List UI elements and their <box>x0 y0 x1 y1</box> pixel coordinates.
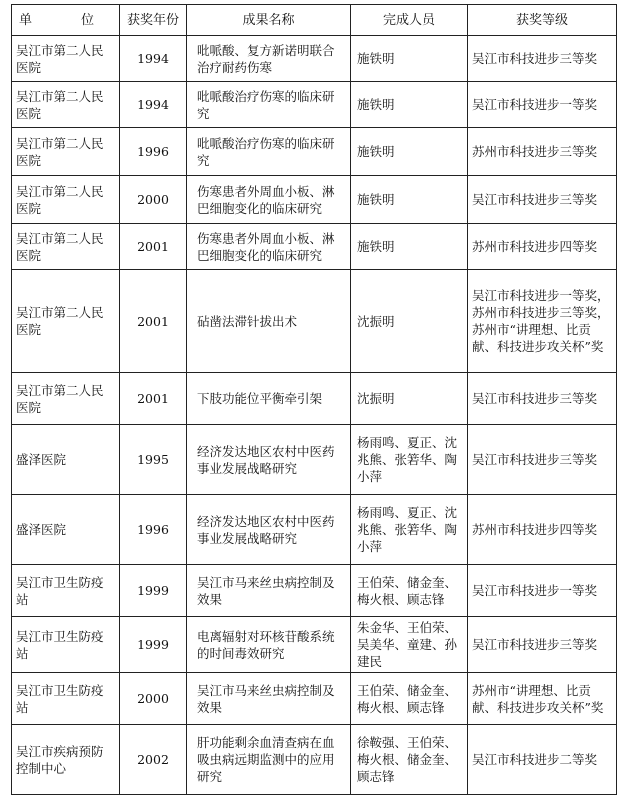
cell-year: 2000 <box>120 176 187 224</box>
cell-level: 吴江市科技进步一等奖 <box>468 565 617 617</box>
cell-people: 杨雨鸣、夏正、沈兆熊、张箬华、陶小萍 <box>351 495 468 565</box>
cell-unit: 吴江市第二人民医院 <box>12 82 120 128</box>
cell-name: 吴江市马来丝虫病控制及效果 <box>187 673 351 725</box>
cell-unit: 吴江市卫生防疫站 <box>12 673 120 725</box>
cell-unit: 吴江市疾病预防控制中心 <box>12 725 120 795</box>
cell-unit: 吴江市第二人民医院 <box>12 224 120 270</box>
table-row <box>12 270 617 373</box>
cell-year: 1999 <box>120 617 187 673</box>
cell-level: 苏州市科技进步四等奖 <box>468 495 617 565</box>
cell-people: 施铁明 <box>351 224 468 270</box>
cell-level: 吴江市科技进步二等奖 <box>468 725 617 795</box>
awards-table <box>11 4 617 795</box>
cell-name: 吡哌酸治疗伤寒的临床研究 <box>187 128 351 176</box>
table-row <box>12 565 617 617</box>
cell-year: 2001 <box>120 270 187 373</box>
cell-level: 吴江市科技进步三等奖 <box>468 617 617 673</box>
cell-people: 沈振明 <box>351 270 468 373</box>
table-row <box>12 128 617 176</box>
cell-people: 施铁明 <box>351 176 468 224</box>
cell-people: 朱金华、王伯荣、吴美华、童建、孙建民 <box>351 617 468 673</box>
table-row <box>12 82 617 128</box>
header-year: 获奖年份 <box>120 5 187 36</box>
cell-name: 经济发达地区农村中医药事业发展战略研究 <box>187 495 351 565</box>
cell-level: 吴江市科技进步三等奖 <box>468 36 617 82</box>
cell-year: 1994 <box>120 36 187 82</box>
table-row <box>12 617 617 673</box>
header-name: 成果名称 <box>187 5 351 36</box>
cell-year: 2001 <box>120 224 187 270</box>
cell-unit: 吴江市第二人民医院 <box>12 128 120 176</box>
cell-year: 2002 <box>120 725 187 795</box>
cell-people: 徐鞍强、王伯荣、梅火根、储金奎、顾志锋 <box>351 725 468 795</box>
cell-level: 吴江市科技进步三等奖 <box>468 373 617 425</box>
cell-name: 肝功能剩余血清查病在血吸虫病远期监测中的应用研究 <box>187 725 351 795</box>
cell-year: 1995 <box>120 425 187 495</box>
table-row <box>12 673 617 725</box>
cell-level: 苏州市“讲理想、比贡献、科技进步攻关杯”奖 <box>468 673 617 725</box>
cell-people: 施铁明 <box>351 128 468 176</box>
cell-name: 经济发达地区农村中医药事业发展战略研究 <box>187 425 351 495</box>
cell-year: 2001 <box>120 373 187 425</box>
cell-unit: 吴江市第二人民医院 <box>12 373 120 425</box>
cell-level: 苏州市科技进步三等奖 <box>468 128 617 176</box>
cell-unit: 吴江市卫生防疫站 <box>12 617 120 673</box>
cell-name: 电离辐射对环核苷酸系统的时间毒效研究 <box>187 617 351 673</box>
cell-people: 施铁明 <box>351 36 468 82</box>
cell-name: 下肢功能位平衡牵引架 <box>187 373 351 425</box>
table-row <box>12 373 617 425</box>
header-row <box>12 5 617 36</box>
cell-name: 吡哌酸治疗伤寒的临床研究 <box>187 82 351 128</box>
cell-level: 吴江市科技进步三等奖 <box>468 425 617 495</box>
cell-name: 砧凿法滞针拔出术 <box>187 270 351 373</box>
cell-level: 吴江市科技进步三等奖 <box>468 176 617 224</box>
cell-unit: 吴江市第二人民医院 <box>12 270 120 373</box>
cell-level: 吴江市科技进步一等奖，苏州市科技进步三等奖，苏州市“讲理想、比贡献、科技进步攻关杯”奖 <box>468 270 617 373</box>
cell-year: 1999 <box>120 565 187 617</box>
cell-year: 1994 <box>120 82 187 128</box>
cell-name: 伤寒患者外周血小板、淋巴细胞变化的临床研究 <box>187 224 351 270</box>
cell-unit: 吴江市卫生防疫站 <box>12 565 120 617</box>
cell-people: 王伯荣、储金奎、梅火根、顾志锋 <box>351 565 468 617</box>
table-row <box>12 36 617 82</box>
header-unit: 单 位 <box>12 5 120 36</box>
cell-name: 吴江市马来丝虫病控制及效果 <box>187 565 351 617</box>
cell-unit: 吴江市第二人民医院 <box>12 36 120 82</box>
cell-name: 吡哌酸、复方新诺明联合治疗耐药伤寒 <box>187 36 351 82</box>
cell-year: 2000 <box>120 673 187 725</box>
cell-level: 吴江市科技进步一等奖 <box>468 82 617 128</box>
header-people: 完成人员 <box>351 5 468 36</box>
header-level: 获奖等级 <box>468 5 617 36</box>
table-row <box>12 224 617 270</box>
cell-unit: 盛泽医院 <box>12 495 120 565</box>
cell-year: 1996 <box>120 495 187 565</box>
table-row <box>12 425 617 495</box>
cell-level: 苏州市科技进步四等奖 <box>468 224 617 270</box>
cell-people: 施铁明 <box>351 82 468 128</box>
cell-people: 王伯荣、储金奎、梅火根、顾志锋 <box>351 673 468 725</box>
table-row <box>12 176 617 224</box>
cell-unit: 盛泽医院 <box>12 425 120 495</box>
table-row <box>12 725 617 795</box>
table-row <box>12 495 617 565</box>
cell-people: 沈振明 <box>351 373 468 425</box>
cell-people: 杨雨鸣、夏正、沈兆熊、张箬华、陶小萍 <box>351 425 468 495</box>
cell-year: 1996 <box>120 128 187 176</box>
cell-name: 伤寒患者外周血小板、淋巴细胞变化的临床研究 <box>187 176 351 224</box>
cell-unit: 吴江市第二人民医院 <box>12 176 120 224</box>
